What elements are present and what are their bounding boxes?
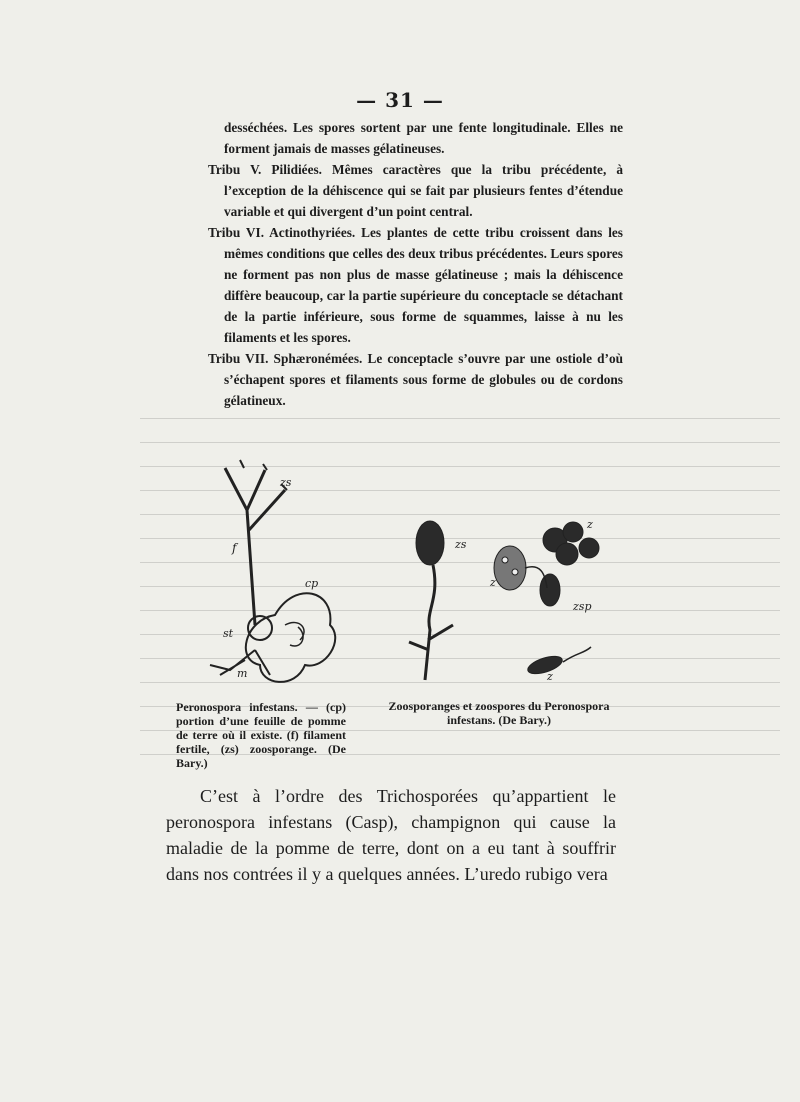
tribe-paragraph: Tribu VII. Sphæronémées. Le conceptacle s’ouvre par une ostiole d’où s’échapent spores et filaments sous forme de globules ou de cordons gélatineux. bbox=[208, 351, 623, 408]
tribes-list bbox=[208, 117, 623, 411]
label-st: st bbox=[223, 627, 234, 640]
tribe-paragraph: desséchées. Les spores sortent par une fente longitudinale. Elles ne forment jamais de masses gélatineuses. bbox=[224, 120, 623, 156]
label-zsp: zsp bbox=[573, 600, 592, 613]
label-z-1: z bbox=[490, 576, 496, 589]
label-cp: cp bbox=[305, 577, 319, 590]
label-z-3: z bbox=[547, 670, 553, 683]
body-text bbox=[166, 783, 616, 887]
label-z-2: z bbox=[587, 518, 593, 531]
caption-right: Zoosporanges et zoospores du Peronospora infestans. (De Bary.) bbox=[388, 699, 610, 727]
figure-zoosporange bbox=[409, 521, 453, 680]
figure-illustration bbox=[185, 450, 625, 700]
body-paragraph: C’est à l’ordre des Trichosporées qu’appartient le peronospora infestans (Casp), champignon qui cause la maladie de la pomme de terre, dont on a eu tant à souffrir dans nos contrées il y a quelques années. L’uredo rubigo vera bbox=[166, 786, 616, 884]
page-number: — 31 — bbox=[356, 88, 444, 112]
label-zs: zs bbox=[280, 476, 292, 489]
caption-left: Peronospora infestans. — (cp) portion d’une feuille de pomme de terre où il existe. (f) filament fertile, (zs) zoosporange. (De Bary.) bbox=[176, 700, 346, 770]
label-f: f bbox=[232, 541, 237, 555]
tribe-paragraph: Tribu VI. Actinothyriées. Les plantes de cette tribu croissent dans les mêmes conditions que celles des deux tribus précédentes. Leurs spores ne forment pas non plus de masse gélatineuse ; mais la déhiscence diffère beaucoup, car la partie supérieure du conceptacle se détachant de la partie inférieure, sous forme de squammes, laisse à nu les filaments et les spores. bbox=[208, 225, 623, 345]
label-m: m bbox=[237, 667, 248, 680]
tribe-paragraph: Tribu V. Pilidiées. Mêmes caractères que la tribu précédente, à l’exception de la déhiscence qui se fait par plusieurs fentes d’étendue variable et qui divergent d’un point central. bbox=[208, 162, 623, 219]
figure-left-peronospora bbox=[210, 460, 335, 682]
label-zs-2: zs bbox=[455, 538, 467, 551]
